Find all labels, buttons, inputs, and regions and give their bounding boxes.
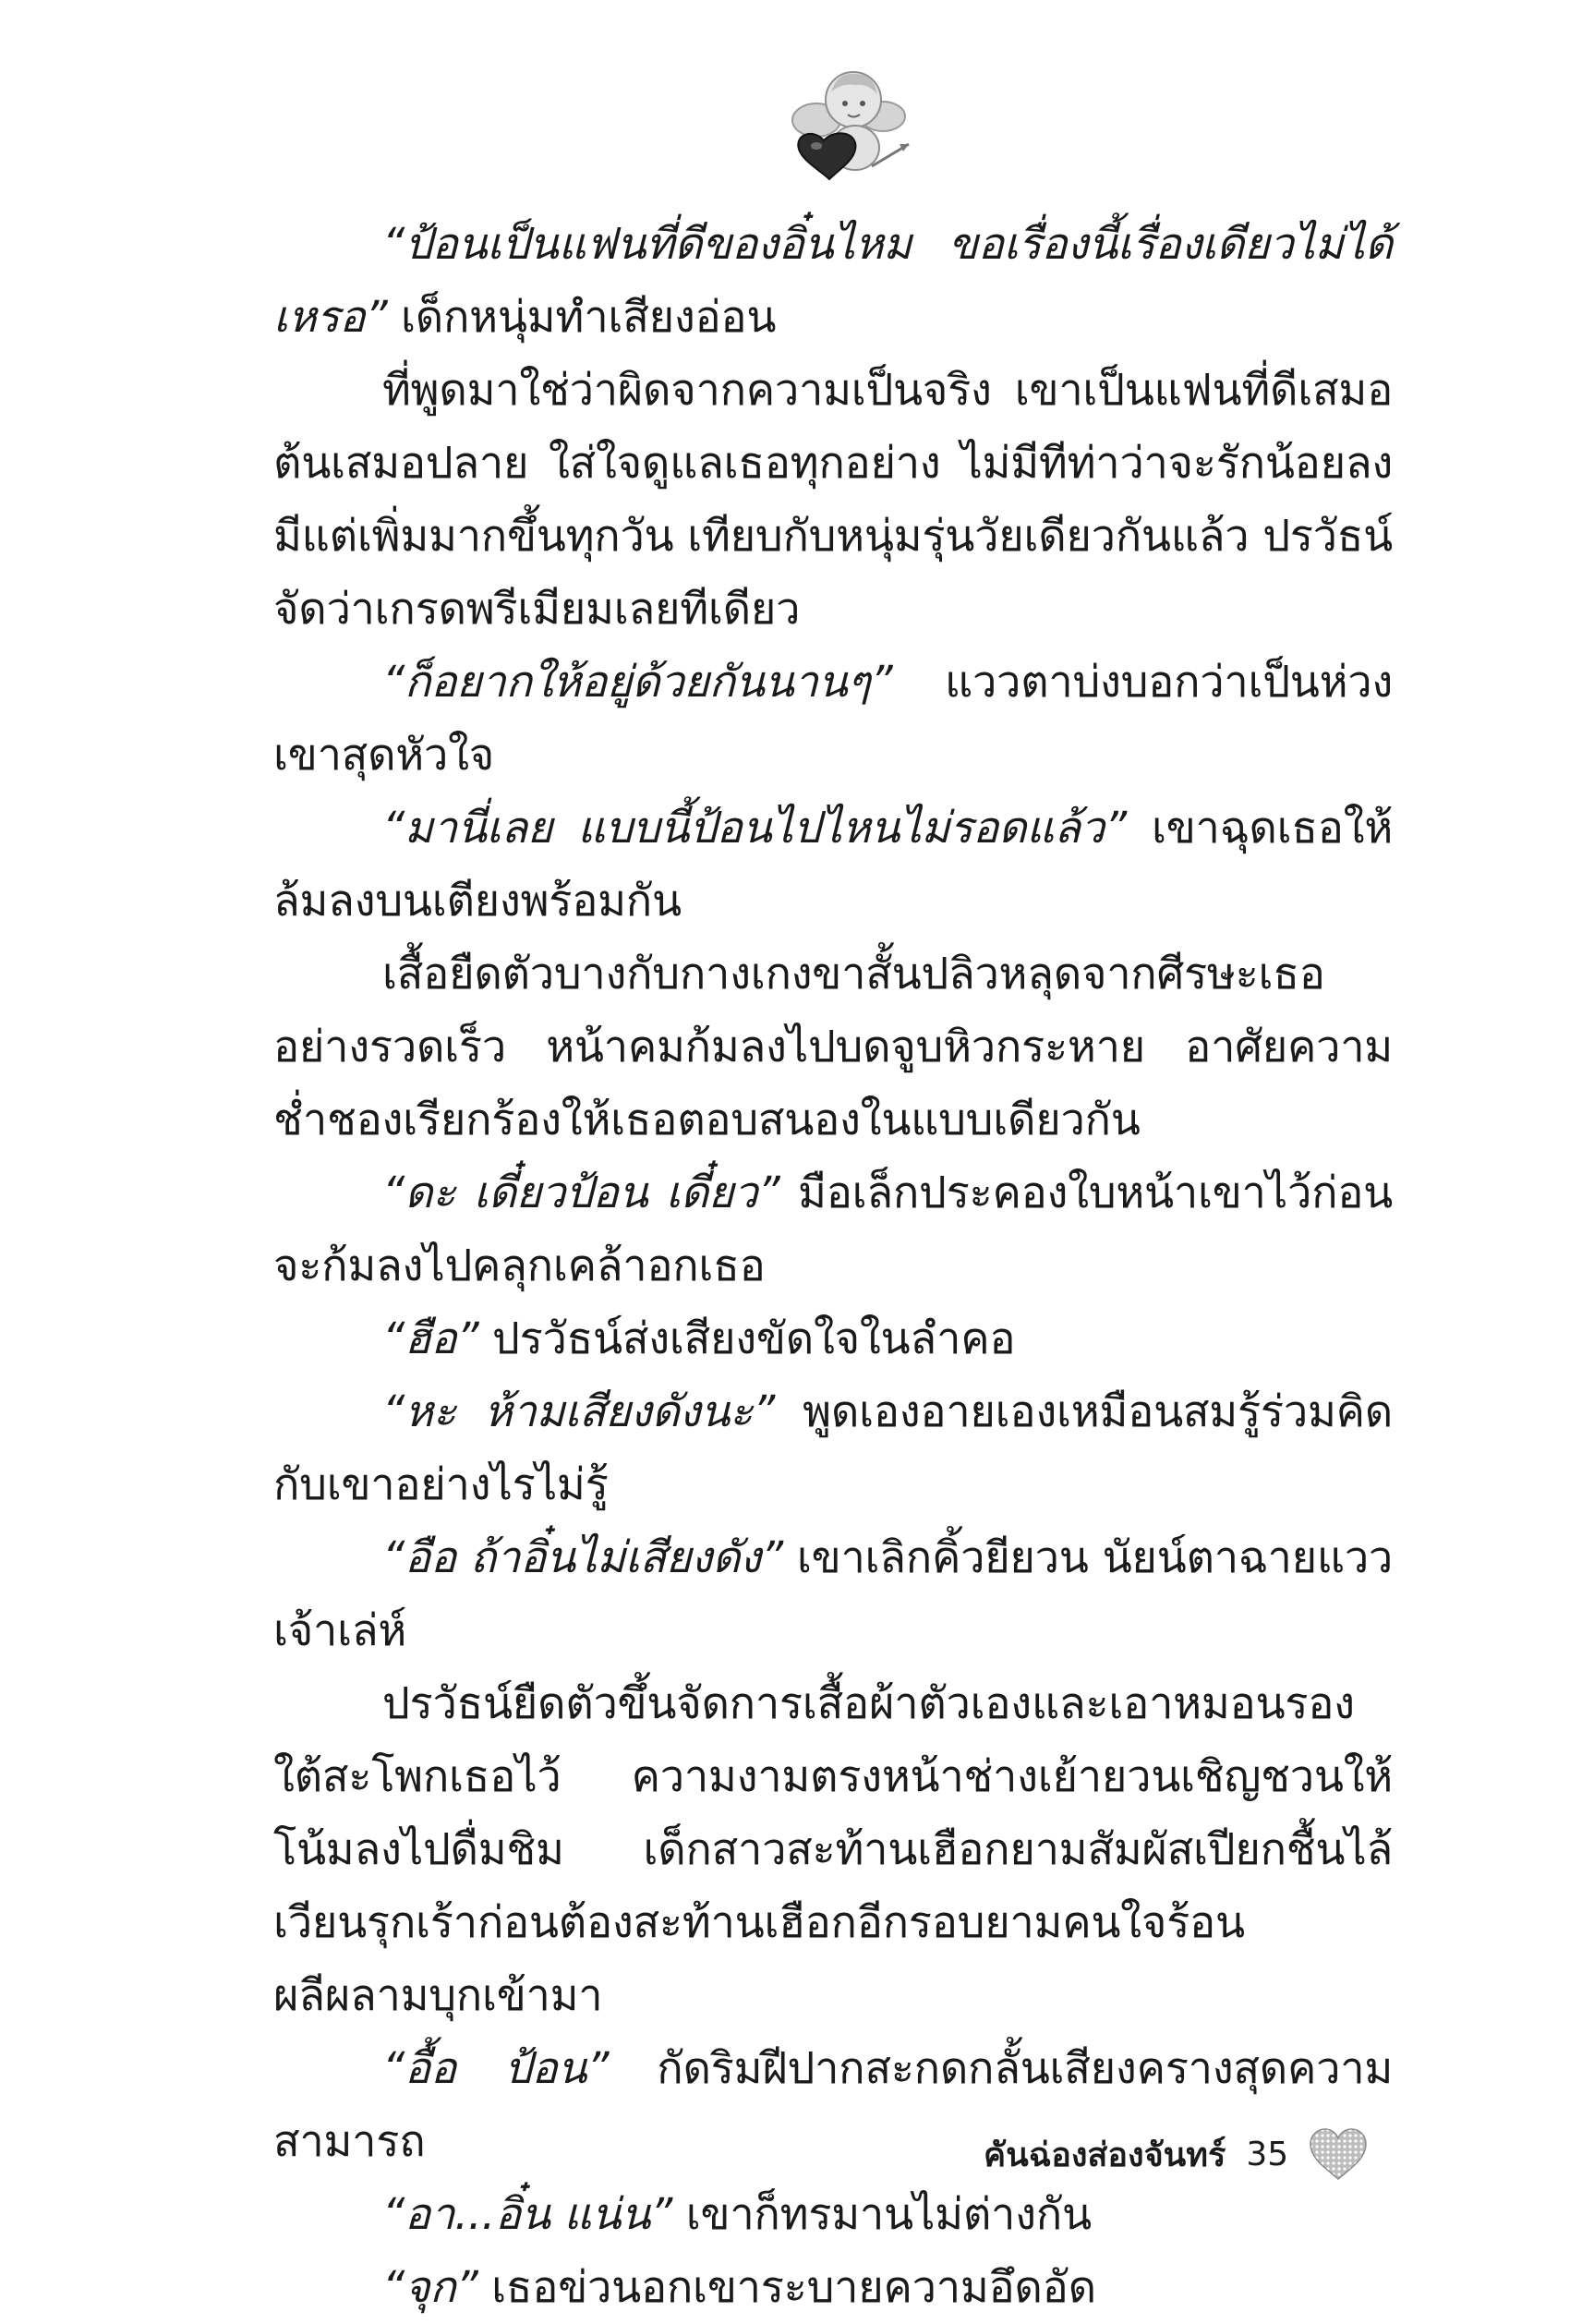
dialogue: “จุก” <box>382 2262 478 2313</box>
narration: กัดริมฝีปากสะกดกลั้นเสียงครางสุดความสามารถ <box>273 2043 1394 2167</box>
paragraph <box>273 1302 1393 1375</box>
paragraph <box>273 208 1393 354</box>
narration: เขาเลิกคิ้วยียวน นัยน์ตาฉายแววเจ้าเล่ห์ <box>273 1532 1394 1656</box>
dialogue: “ป้อนเป็นแฟนที่ดีของอิ๋นไหม ขอเรื่องนี้เรื่องเดียวไม่ได้เหรอ” <box>273 219 1393 343</box>
paragraph <box>273 2178 1393 2251</box>
narration: เสื้อยืดตัวบางกับกางเกงขาสั้นปลิวหลุดจากศีรษะเธออย่างรวดเร็ว หน้าคมก้มลงไปบดจูบหิวกระหาย อาศัยความช่ำชองเรียกร้องให้เธอตอบสนองในแบบเดียวกัน <box>273 949 1393 1145</box>
narration: เขาฉุดเธอให้ล้มลงบนเตียงพร้อมกัน <box>273 803 1393 926</box>
heart-icon <box>1309 2127 1368 2181</box>
narration: แววตาบ่งบอกว่าเป็นห่วงเขาสุดหัวใจ <box>273 657 1393 781</box>
paragraph <box>273 1667 1393 2032</box>
paragraph <box>273 646 1393 792</box>
paragraph <box>273 354 1393 646</box>
dialogue: “ดะ เดี๋ยวป้อน เดี๋ยว” <box>382 1168 780 1218</box>
paragraph <box>273 938 1393 1156</box>
dialogue: “อา...อิ๋น แน่น” <box>382 2189 673 2240</box>
narration: ปรวัธน์ส่งเสียงขัดใจในลำคอ <box>478 1313 1016 1364</box>
narration: ปรวัธน์ยืดตัวขึ้นจัดการเสื้อผ้าตัวเองและเอาหมอนรองใต้สะโพกเธอไว้ ความงามตรงหน้าช่างเย้ายวนเชิญชวนให้โน้มลงไปดื่มชิม เด็กสาวสะท้านเฮือกยามสัมผัสเปียกชื้นไล้เวียนรุกเร้าก่อนต้องสะท้านเฮือกอีกรอบยามคนใจร้อนผลีผลามบุกเข้ามา <box>273 1678 1393 2021</box>
paragraph <box>273 2251 1393 2324</box>
page-number: 35 <box>1246 2135 1289 2173</box>
paragraph <box>273 1375 1393 1521</box>
narration: เขาก็ทรมานไม่ต่างกัน <box>672 2189 1092 2240</box>
dialogue: “มานี่เลย แบบนี้ป้อนไปไหนไม่รอดแล้ว” <box>382 803 1127 853</box>
page-footer <box>984 2122 1368 2186</box>
dialogue: “อื้อ ป้อน” <box>382 2043 610 2094</box>
narration: ที่พูดมาใช่ว่าผิดจากความเป็นจริง เขาเป็นแฟนที่ดีเสมอต้นเสมอปลาย ใส่ใจดูแลเธอทุกอย่าง ไม่มีทีท่าว่าจะรักน้อยลง มีแต่เพิ่มมากขึ้นทุกวัน เทียบกับหนุ่มรุ่นวัยเดียวกันแล้ว ปรวัธน์จัดว่าเกรดพรีเมียมเลยทีเดียว <box>273 365 1393 635</box>
narration: เด็กหนุ่มทำเสียงอ่อน <box>387 292 777 343</box>
book-title: คันฉ่องส่องจันทร์ <box>984 2136 1226 2174</box>
paragraph <box>273 1521 1393 1667</box>
narration: มือเล็กประคองใบหน้าเขาไว้ก่อนจะก้มลงไปคลุกเคล้าอกเธอ <box>273 1168 1393 1291</box>
paragraph <box>273 792 1393 938</box>
narration: พูดเองอายเองเหมือนสมรู้ร่วมคิดกับเขาอย่างไรไม่รู้ <box>273 1386 1393 1510</box>
cherub-heart-ornament <box>779 55 918 194</box>
dialogue: “ก็อยากให้อยู่ด้วยกันนานๆ” <box>382 657 893 708</box>
dialogue: “อือ ถ้าอิ๋นไม่เสียงดัง” <box>382 1532 783 1583</box>
story-text <box>273 208 1393 2324</box>
dialogue: “ฮือ” <box>382 1313 479 1364</box>
dialogue: “หะ ห้ามเสียงดังนะ” <box>382 1386 776 1437</box>
narration: เธอข่วนอกเขาระบายความอึดอัด <box>477 2262 1096 2313</box>
paragraph <box>273 1156 1393 1302</box>
